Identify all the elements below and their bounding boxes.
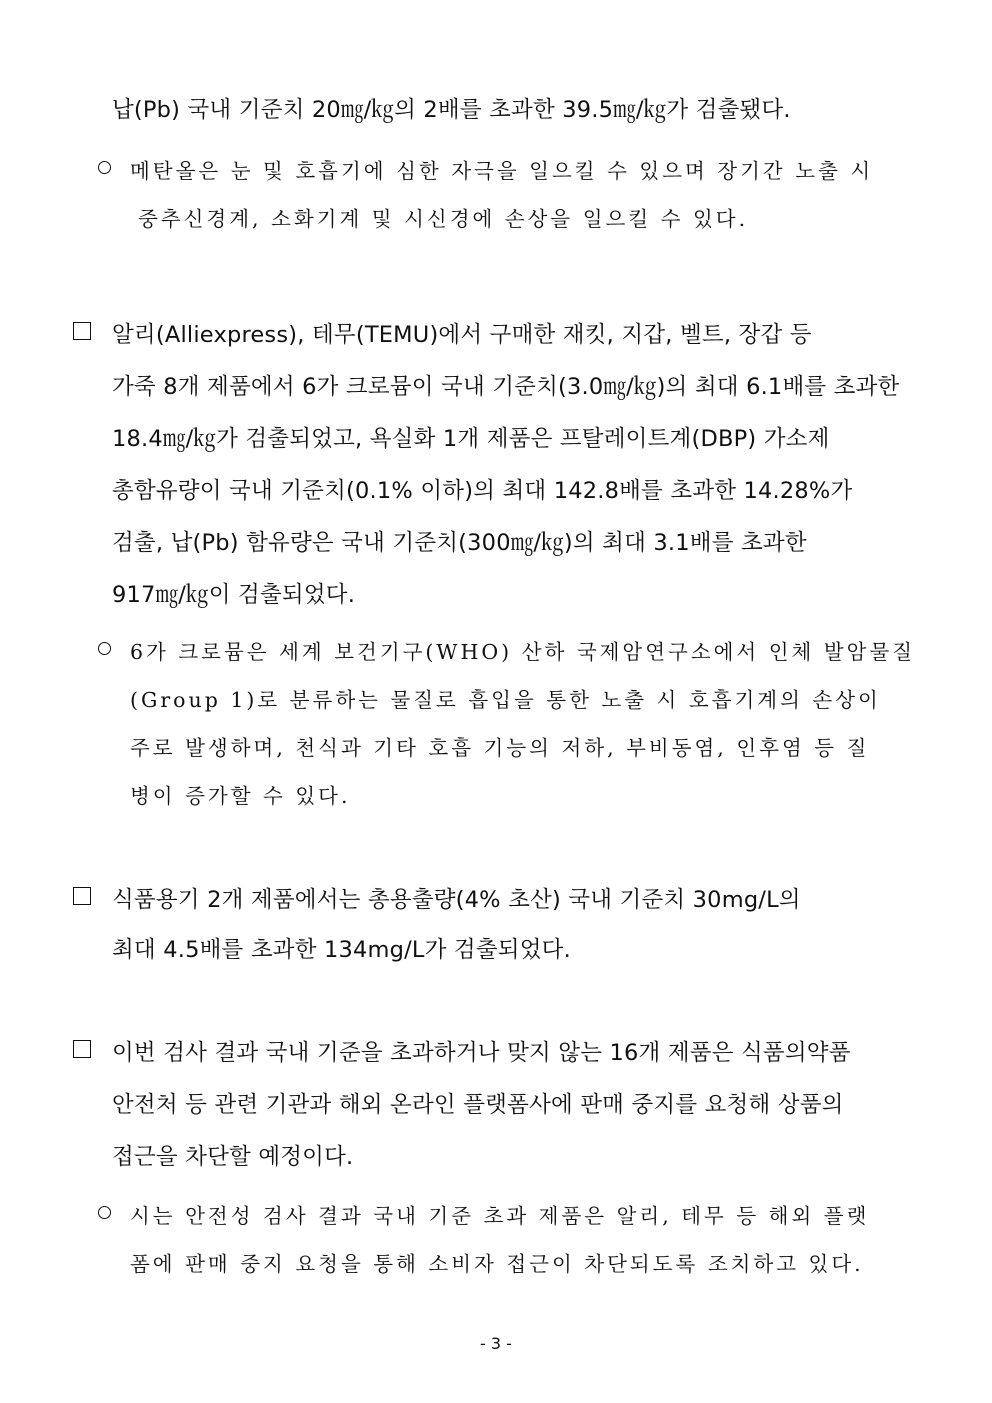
paragraph-line: 가죽 8개 제품에서 6가 크로뮴이 국내 기준치(3.0㎎/㎏)의 최대 6.1배를 초과한 [112,374,900,400]
paragraph-line: 이번 검사 결과 국내 기준을 초과하거나 맞지 않는 16개 제품은 식품의약품 [112,1040,851,1066]
circle-bullet-icon [98,161,111,174]
sub-bullet-line: 주로 발생하며, 천식과 기타 호흡 기능의 저하, 부비동염, 인후염 등 질 [130,736,870,760]
paragraph-line: 최대 4.5배를 초과한 134mg/L가 검출되었다. [112,937,571,963]
paragraph-line: 알리(Alliexpress), 테무(TEMU)에서 구매한 재킷, 지갑, 벨트, 장갑 등 [112,322,812,348]
paragraph-line: 안전처 등 관련 기관과 해외 온라인 플랫폼사에 판매 중지를 요청해 상품의 [112,1092,844,1118]
sub-bullet-line: 메탄올은 눈 및 호흡기에 심한 자극을 일으킬 수 있으며 장기간 노출 시 [130,159,874,183]
paragraph-line: 총함유량이 국내 기준치(0.1% 이하)의 최대 142.8배를 초과한 14.28%가 [112,478,853,504]
sub-bullet-line: 중추신경계, 소화기계 및 시신경에 손상을 일으킬 수 있다. [138,207,749,231]
paragraph-line: 검출, 납(Pb) 함유량은 국내 기준치(300㎎/㎏)의 최대 3.1배를 초과한 [112,530,807,556]
square-bullet-icon [73,322,91,340]
paragraph-line: 18.4㎎/㎏가 검출되었고, 욕실화 1개 제품은 프탈레이트계(DBP) 가소제 [112,426,830,452]
sub-bullet-line: 폼에 판매 중지 요청을 통해 소비자 접근이 차단되도록 조치하고 있다. [130,1252,864,1276]
paragraph-line: 접근을 차단할 예정이다. [112,1144,354,1170]
square-bullet-icon [73,887,91,905]
page-number: - 3 - [480,1334,512,1353]
sub-bullet-line: 6가 크로뮴은 세계 보건기구(WHO) 산하 국제암연구소에서 인체 발암물질 [130,640,916,664]
paragraph-line: 식품용기 2개 제품에서는 총용출량(4% 초산) 국내 기준치 30mg/L의 [112,887,801,913]
sub-bullet-line: 병이 증가할 수 있다. [130,784,351,808]
sub-bullet-line: 시는 안전성 검사 결과 국내 기준 초과 제품은 알리, 테무 등 해외 플랫 [130,1204,870,1228]
square-bullet-icon [73,1040,91,1058]
paragraph-line: 납(Pb) 국내 기준치 20㎎/㎏의 2배를 초과한 39.5㎎/㎏가 검출됐다. [112,97,791,123]
paragraph-line: 917㎎/㎏이 검출되었다. [112,582,356,608]
circle-bullet-icon [98,1206,111,1219]
sub-bullet-line: (Group 1)로 분류하는 물질로 흡입을 통한 노출 시 호흡기계의 손상이 [130,688,881,712]
circle-bullet-icon [98,642,111,655]
